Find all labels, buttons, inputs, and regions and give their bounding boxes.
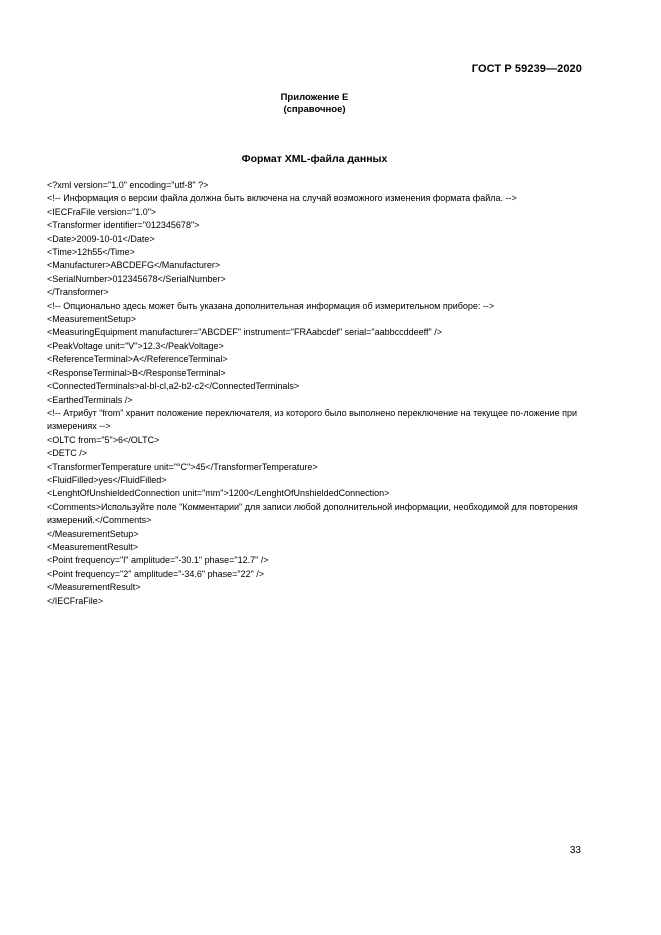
xml-line: </MeasurementSetup> bbox=[47, 528, 139, 539]
xml-line: <EarthedTerminals /> bbox=[47, 394, 133, 405]
xml-line: <Comments>Используйте поле "Комментарии" для записи любой дополнительной информации, необходимой для повторения измерений.</Comments> bbox=[47, 501, 578, 526]
xml-line: <ReferenceTerminal>A</ReferenceTerminal> bbox=[47, 354, 228, 365]
xml-line: <?xml version="1.0" encoding="utf-8" ?> bbox=[47, 180, 209, 190]
xml-line: <MeasurementSetup> bbox=[47, 314, 137, 325]
xml-line: <!-- Опционально здесь может быть указана дополнительная информация об измерительном приборе: --> bbox=[47, 300, 495, 311]
appendix-title: Приложение Е bbox=[280, 92, 349, 103]
xml-line: <Date>2009-10-01</Date> bbox=[47, 233, 155, 244]
xml-line: <MeasurementResult> bbox=[47, 541, 139, 552]
xml-line: </Transformer> bbox=[47, 287, 109, 298]
standard-designation: ГОСТ Р 59239—2020 bbox=[471, 63, 582, 75]
page-number: 33 bbox=[569, 845, 581, 856]
xml-line: <Transformer identifier="012345678"> bbox=[47, 220, 200, 231]
xml-line: <DETC /> bbox=[47, 448, 88, 459]
xml-line: <TransformerTemperature unit="°C">45</TransformerTemperature> bbox=[47, 461, 318, 472]
xml-line: <!-- Информация о версии файла должна быть включена на случай возможного изменения формата файла. --> bbox=[47, 193, 517, 204]
xml-line: <ConnectedTerminals>al-bl-cl,a2-b2-c2</ConnectedTerminals> bbox=[47, 381, 300, 392]
xml-line: <!-- Атрибут “from” хранит положение переключателя, из которого было выполнено переключение на текущее по-ложение при измерениях --> bbox=[47, 407, 578, 432]
appendix-heading bbox=[0, 92, 661, 116]
xml-line: <ResponseTerminal>B</ResponseTerminal> bbox=[47, 367, 226, 378]
xml-line: </MeasurementResult> bbox=[47, 582, 141, 593]
xml-line: <MeasuringEquipment manufacturer="ABCDEF" instrument="FRAabcdef" serial="aabbccddeeff" /> bbox=[47, 327, 442, 338]
xml-listing bbox=[47, 179, 587, 608]
xml-line: </IECFraFile> bbox=[47, 595, 104, 606]
xml-line: <SerialNumber>012345678</SerialNumber> bbox=[47, 273, 226, 284]
xml-line: <Point frequency="l" amplitude="-30.1" phase="12.7" /> bbox=[47, 555, 269, 566]
xml-line: <Manufacturer>ABCDEFG</Manufacturer> bbox=[47, 260, 221, 271]
xml-line: <OLTC from="5">6</OLTC> bbox=[47, 434, 160, 445]
xml-line: <LenghtOfUnshieldedConnection unit="mm">1200</LenghtOfUnshieldedConnection> bbox=[47, 488, 390, 499]
xml-line: <Time>12h55</Time> bbox=[47, 247, 135, 258]
xml-line: <IECFraFile version="1.0"> bbox=[47, 206, 157, 217]
section-title-wrapper bbox=[0, 153, 661, 165]
section-title: Формат XML-файла данных bbox=[241, 153, 388, 165]
xml-line: <FluidFilled>yes</FluidFilled> bbox=[47, 474, 167, 485]
appendix-subtitle: (справочное) bbox=[283, 104, 346, 115]
xml-line: <Point frequency="2" amplitude="-34.6" phase="22" /> bbox=[47, 568, 265, 579]
xml-line: <PeakVoltage unit="V">12.3</PeakVoltage> bbox=[47, 340, 224, 351]
